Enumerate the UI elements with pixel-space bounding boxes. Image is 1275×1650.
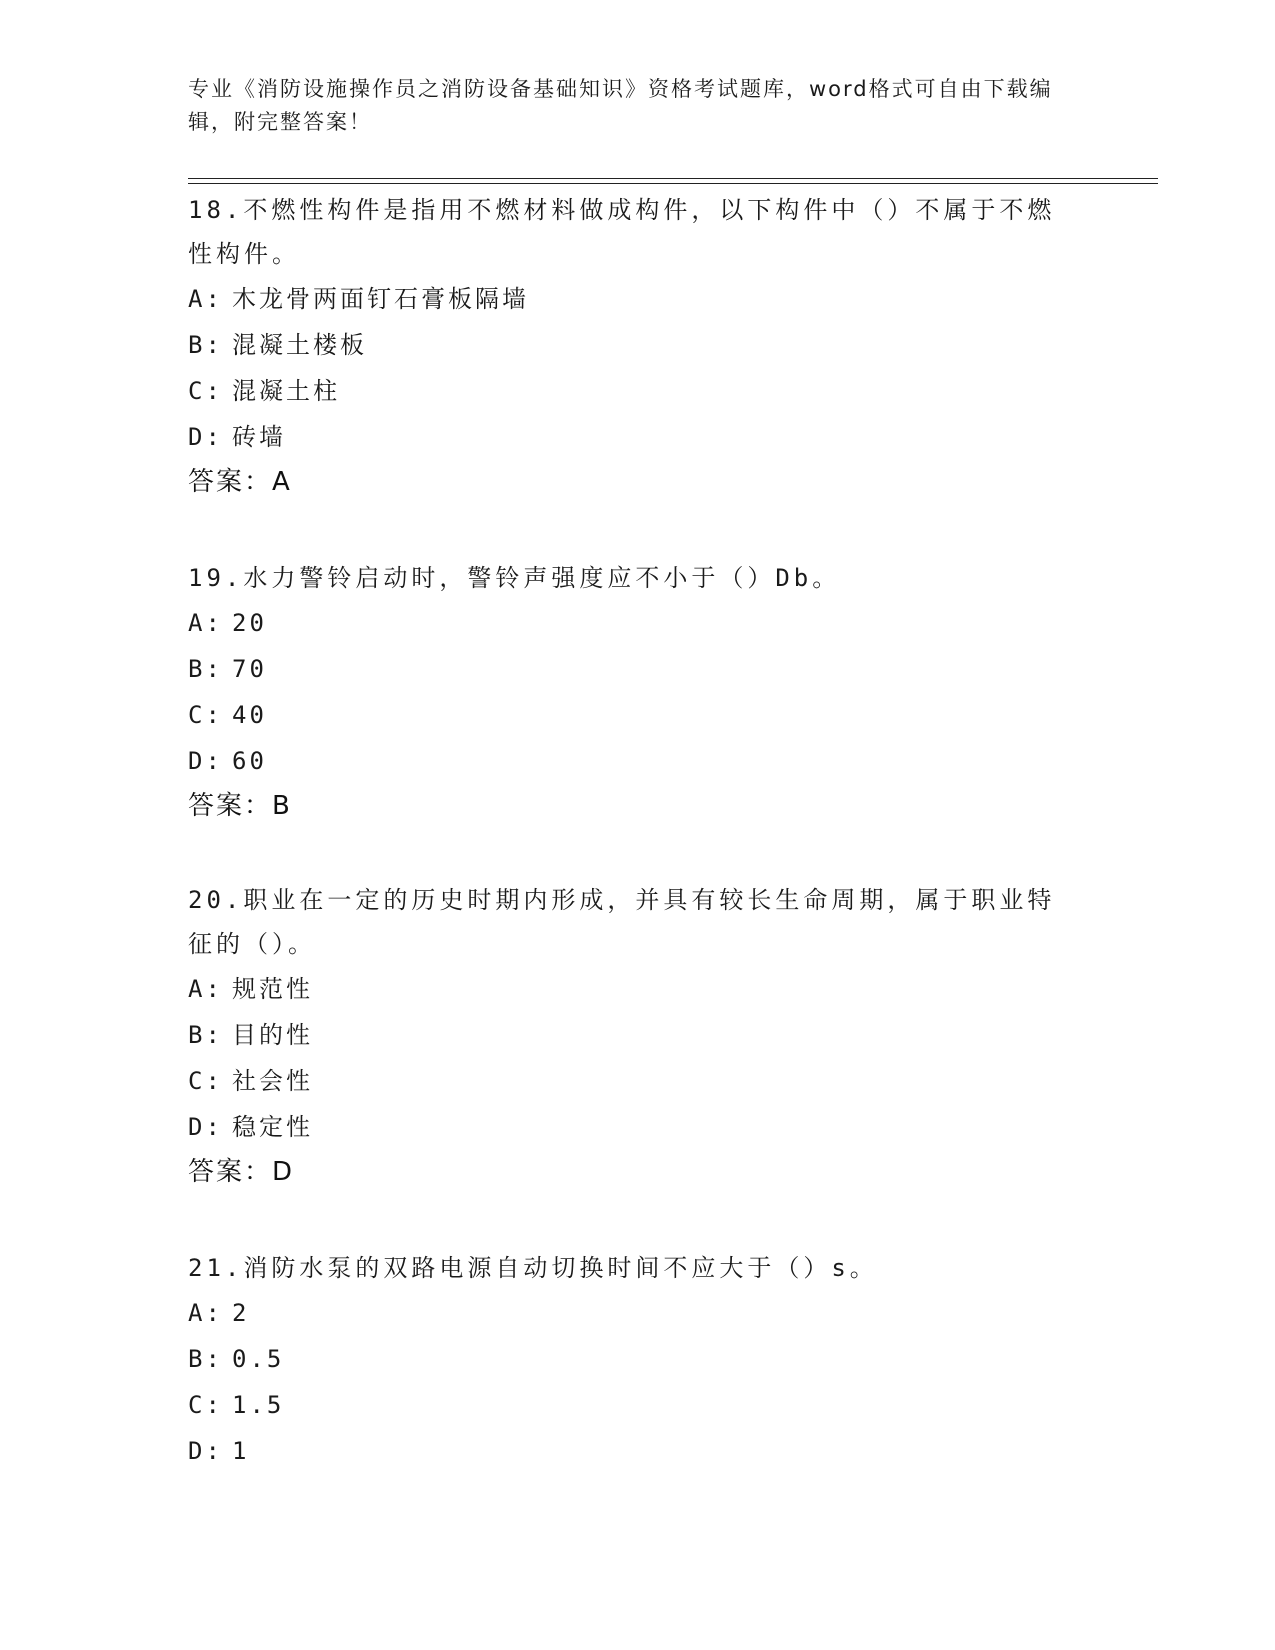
option-text: 规范性 <box>232 975 313 1003</box>
option-a <box>188 276 1078 322</box>
option-key: B: <box>188 1345 223 1373</box>
header-divider-top <box>188 178 1158 179</box>
option-text: 20 <box>232 609 267 637</box>
question-18 <box>188 188 1078 504</box>
option-d <box>188 1104 1078 1150</box>
option-key: C: <box>188 1067 223 1095</box>
option-key: B: <box>188 655 223 683</box>
question-text: 18.不燃性构件是指用不燃材料做成构件，以下构件中（）不属于不燃性构件。 <box>188 196 1056 268</box>
option-b <box>188 1012 1078 1058</box>
option-list <box>188 1290 1078 1474</box>
option-key: B: <box>188 331 223 359</box>
option-b <box>188 322 1078 368</box>
option-a <box>188 600 1078 646</box>
question-20 <box>188 878 1078 1194</box>
option-text: 混凝土柱 <box>232 377 340 405</box>
option-b <box>188 646 1078 692</box>
option-c <box>188 1058 1078 1104</box>
question-text: 19.水力警铃启动时，警铃声强度应不小于（）Db。 <box>188 564 841 592</box>
answer-line: 答案：D <box>188 1157 295 1187</box>
document-header: 专业《消防设施操作员之消防设备基础知识》资格考试题库，word格式可自由下载编辑，附完整答案！ <box>188 77 1053 134</box>
option-a <box>188 966 1078 1012</box>
question-21 <box>188 1246 1078 1474</box>
option-list <box>188 600 1078 784</box>
option-key: A: <box>188 1299 223 1327</box>
option-list <box>188 276 1078 460</box>
option-key: D: <box>188 747 223 775</box>
option-text: 1 <box>232 1437 250 1465</box>
question-19 <box>188 556 1078 828</box>
option-text: 目的性 <box>232 1021 313 1049</box>
option-d <box>188 414 1078 460</box>
option-text: 60 <box>232 747 267 775</box>
option-text: 0.5 <box>232 1345 285 1373</box>
option-b <box>188 1336 1078 1382</box>
option-text: 木龙骨两面钉石膏板隔墙 <box>232 285 529 313</box>
option-text: 混凝土楼板 <box>232 331 367 359</box>
option-text: 70 <box>232 655 267 683</box>
option-d <box>188 1428 1078 1474</box>
option-key: A: <box>188 975 223 1003</box>
question-text: 21.消防水泵的双路电源自动切换时间不应大于（）s。 <box>188 1254 878 1282</box>
question-text: 20.职业在一定的历史时期内形成，并具有较长生命周期，属于职业特征的（）。 <box>188 886 1056 958</box>
option-c <box>188 368 1078 414</box>
option-text: 稳定性 <box>232 1113 313 1141</box>
option-key: D: <box>188 423 223 451</box>
header-divider-bottom <box>188 183 1158 184</box>
option-text: 40 <box>232 701 267 729</box>
option-list <box>188 966 1078 1150</box>
option-text: 社会性 <box>232 1067 313 1095</box>
option-key: C: <box>188 1391 223 1419</box>
option-text: 砖墙 <box>232 423 286 451</box>
option-a <box>188 1290 1078 1336</box>
answer-line: 答案：A <box>188 467 292 497</box>
option-key: A: <box>188 609 223 637</box>
option-key: A: <box>188 285 223 313</box>
option-key: C: <box>188 377 223 405</box>
option-text: 2 <box>232 1299 250 1327</box>
answer-line: 答案：B <box>188 791 292 821</box>
option-d <box>188 738 1078 784</box>
option-key: D: <box>188 1437 223 1465</box>
option-key: B: <box>188 1021 223 1049</box>
option-key: D: <box>188 1113 223 1141</box>
option-key: C: <box>188 701 223 729</box>
option-c <box>188 1382 1078 1428</box>
option-c <box>188 692 1078 738</box>
option-text: 1.5 <box>232 1391 285 1419</box>
